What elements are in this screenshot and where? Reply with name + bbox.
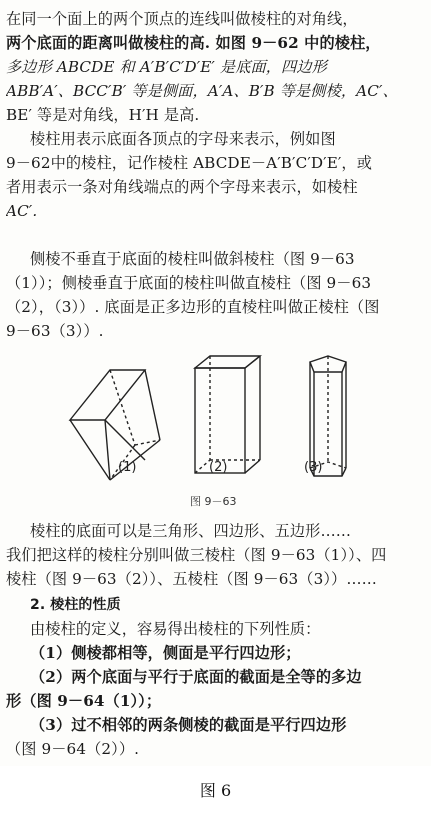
text-line: 侧棱不垂直于底面的棱柱叫做斜棱柱（图 9－63 (30, 250, 355, 268)
text-line: 两个底面的距离叫做棱柱的高. 如图 9－62 中的棱柱， (6, 34, 381, 52)
text-line: ABB′A′、BCC′B′ 等是侧面，A′A、B′B 等是侧棱，AC′、 (6, 82, 398, 100)
property-line: （1）侧棱都相等，侧面是平行四边形； (30, 644, 301, 662)
text-line: 者用表示一条对角线端点的两个字母来表示，如棱柱 (6, 178, 358, 196)
text-line: （图 9－64（2））. (6, 740, 140, 758)
text-line: BE′ 等是对角线，H′H 是高. (6, 106, 200, 124)
text-line: 棱柱的底面可以是三角形、四边形、五边形…… (30, 522, 352, 540)
text-line: （2），（3））. 底面是正多边形的直棱柱叫做正棱柱（图 (6, 298, 380, 316)
prism-figure (60, 350, 390, 510)
property-line: 形（图 9－64（1））； (6, 692, 162, 710)
text-line: 由棱柱的定义，容易得出棱柱的下列性质： (30, 620, 321, 638)
figure-label-2: (2) (209, 460, 228, 475)
page-caption: 图 6 (199, 781, 232, 800)
text-line: 棱柱（图 9－63（2））、五棱柱（图 9－63（3））…… (6, 570, 377, 588)
text-line: 我们把这样的棱柱分别叫做三棱柱（图 9－63（1））、四 (6, 546, 387, 564)
figure-caption: 图 9－63 (190, 495, 237, 508)
text-line: 棱柱用表示底面各顶点的字母来表示，例如图 (30, 130, 336, 148)
figure-label-3: (3) (304, 460, 323, 475)
property-line: （3）过不相邻的两条侧棱的截面是平行四边形 (30, 716, 347, 734)
text-line: 多边形 ABCDE 和 A′B′C′D′E′ 是底面，四边形 (6, 58, 327, 76)
text-line: 9－62中的棱柱，记作棱柱 ABCDE－A′B′C′D′E′，或 (6, 154, 373, 172)
oblique-prism-drawing (70, 370, 160, 480)
property-line: （2）两个底面与平行于底面的截面是全等的多边 (30, 668, 362, 686)
figure-label-1: (1) (118, 460, 137, 475)
text-line: 9－63（3））. (6, 322, 104, 340)
text-line: （1））；侧棱垂直于底面的棱柱叫做直棱柱（图 9－63 (6, 274, 372, 292)
text-line: AC′. (6, 202, 38, 220)
section-heading: 2. 棱柱的性质 (30, 597, 121, 613)
right-square-prism-drawing (195, 356, 260, 473)
text-line: 在同一个面上的两个顶点的连线叫做棱柱的对角线， (6, 10, 358, 28)
prism-drawings (60, 350, 390, 510)
pentagonal-prism-drawing (310, 356, 346, 476)
